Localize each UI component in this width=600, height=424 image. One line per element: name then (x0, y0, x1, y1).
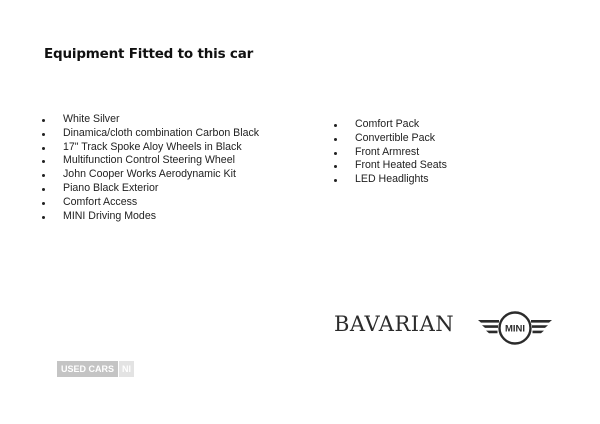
list-item-label: White Silver (63, 113, 120, 125)
equipment-list-right (334, 118, 447, 187)
list-item-label: Comfort Access (63, 195, 138, 208)
list-item (42, 210, 259, 224)
list-item (334, 146, 447, 160)
bullet-icon (42, 147, 45, 150)
list-item-label: John Cooper Works Aerodynamic Kit (63, 168, 236, 181)
bullet-icon (334, 152, 337, 155)
dealer-logo: BAVARIAN (334, 312, 455, 336)
list-item-label: LED Headlights (355, 173, 429, 186)
equipment-list-left (42, 113, 259, 223)
bullet-icon (334, 138, 337, 141)
badge-suffix: NI (119, 361, 134, 377)
list-item (42, 113, 259, 127)
list-item (42, 182, 259, 196)
list-item-label: Piano Black Exterior (63, 181, 159, 194)
list-item-label: Dinamica/cloth combination Carbon Black (63, 126, 260, 139)
badge-label: USED CARS (57, 361, 118, 377)
bullet-icon (334, 165, 337, 168)
bullet-icon (42, 188, 45, 191)
list-item-label: Convertible Pack (355, 131, 436, 144)
bullet-icon (42, 174, 45, 177)
list-item (334, 159, 447, 173)
list-item-label: MINI Driving Modes (63, 209, 157, 222)
list-item (42, 196, 259, 210)
list-item (42, 154, 259, 168)
bullet-icon (334, 124, 337, 127)
svg-text:MINI: MINI (504, 323, 526, 335)
list-item-label: Multifunction Control Steering Wheel (63, 154, 235, 167)
bullet-icon (42, 160, 45, 163)
used-cars-badge (57, 361, 134, 377)
list-item-label: 17" Track Spoke Aloy Wheels in Black (63, 140, 242, 153)
bullet-icon (42, 202, 45, 205)
list-item-label: Comfort Pack (355, 118, 420, 130)
bullet-icon (42, 133, 45, 136)
list-item (42, 127, 259, 141)
list-item (42, 168, 259, 182)
bullet-icon (334, 179, 337, 182)
list-item-label: Front Armrest (355, 145, 420, 158)
bullet-icon (42, 119, 45, 122)
bullet-icon (42, 216, 45, 219)
list-item (334, 118, 447, 132)
mini-logo-icon (476, 309, 554, 349)
list-item (334, 132, 447, 146)
list-item (42, 141, 259, 155)
list-item-label: Front Heated Seats (355, 159, 447, 172)
page-title: Equipment Fitted to this car (44, 46, 254, 62)
list-item (334, 173, 447, 187)
